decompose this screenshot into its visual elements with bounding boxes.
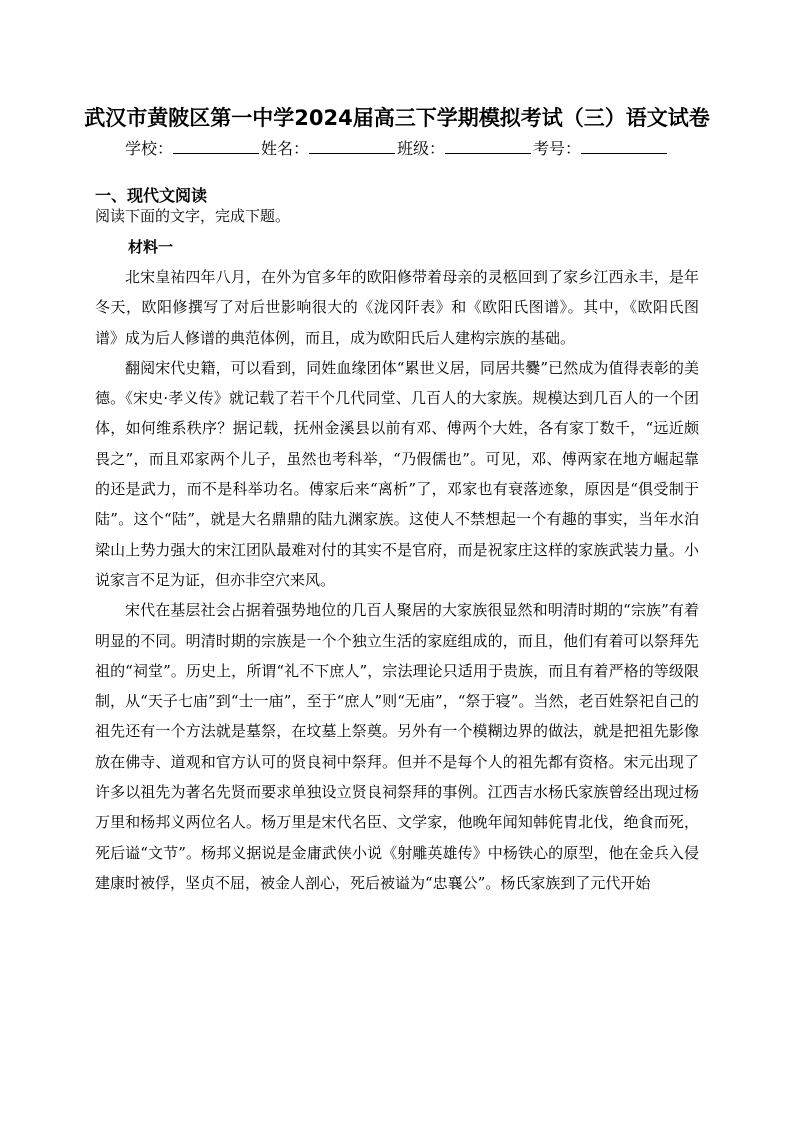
- number-blank: [581, 139, 667, 154]
- class-blank: [445, 139, 531, 154]
- page-title: 武汉市黄陂区第一中学2024届高三下学期模拟考试（三）语文试卷: [84, 106, 710, 130]
- school-label: 学校：: [124, 139, 173, 158]
- class-label: 班级：: [397, 139, 446, 158]
- student-info-line: [0, 136, 794, 159]
- number-label: 考号：: [533, 139, 582, 158]
- name-label: 姓名：: [260, 139, 309, 158]
- material-label: 材料一: [128, 238, 174, 256]
- school-blank: [173, 139, 259, 154]
- section-heading: 一、现代文阅读: [95, 186, 208, 205]
- passage-paragraph: 宋代在基层社会占据着强势地位的几百人聚居的大家族很显然和明清时期的“宗族”有着明显的不同。明清时期的宗族是一个个独立生活的家庭组成的，而且，他们有着可以祭拜先祖的“祠堂”。历史上，所谓“礼不下庶人”，宗法理论只适用于贵族，而且有着严格的等级限制，从“天子七庙”到“士一庙”，至于“庶人”则“无庙”，“祭于寝”。当然，老百姓祭祀自己的祖先还有一个方法就是墓祭，在坟墓上祭奠。另外有一个模糊边界的做法，就是把祖先影像放在佛寺、道观和官方认可的贤良祠中祭拜。但并不是每个人的祖先都有资格。宋元出现了许多以祖先为著名先贤而要求单独设立贤良祠祭拜的事例。江西吉水杨氏家族曾经出现过杨万里和杨邦义两位名人。杨万里是宋代名臣、文学家，他晚年闻知韩侂胄北伐，绝食而死，死后谥“文节”。杨邦义据说是金庸武侠小说《射雕英雄传》中杨铁心的原型，他在金兵入侵建康时被俘，坚贞不屈，被金人剖心，死后被谥为“忠襄公”。杨氏家族到了元代开始: [95, 601, 699, 892]
- passage-paragraph: 翻阅宋代史籍，可以看到，同姓血缘团体“累世义居，同居共爨”已然成为值得表彰的美德。《宋史·孝义传》就记载了若干个几代同堂、几百人的大家族。规模达到几百人的一个团体，如何维系秩序？据记载，抚州金溪县以前有邓、傅两个大姓，各有家丁数千，“远近颇畏之”，而且邓家两个儿子，虽然也考科举，“乃假儒也”。可见，邓、傅两家在地方崛起靠的还是武力，而不是科举功名。傅家后来“离析”了，邓家也有衰落迹象，原因是“俱受制于陆”。这个“陆”，就是大名鼎鼎的陆九渊家族。这使人不禁想起一个有趣的事实，当年水泊梁山上势力强大的宋江团队最难对付的其实不是官府，而是祝家庄这样的家族武装力量。小说家言不足为证，但亦非空穴来风。: [95, 358, 699, 589]
- passage-body: [95, 262, 699, 898]
- passage-paragraph: 北宋皇祐四年八月，在外为官多年的欧阳修带着母亲的灵柩回到了家乡江西永丰，是年冬天，欧阳修撰写了对后世影响很大的《泷冈阡表》和《欧阳氏图谱》。其中，《欧阳氏图谱》成为后人修谱的典范体例，而且，成为欧阳氏后人建构宗族的基础。: [95, 268, 699, 347]
- instruction-text: 阅读下面的文字，完成下题。: [95, 207, 291, 225]
- name-blank: [309, 139, 395, 154]
